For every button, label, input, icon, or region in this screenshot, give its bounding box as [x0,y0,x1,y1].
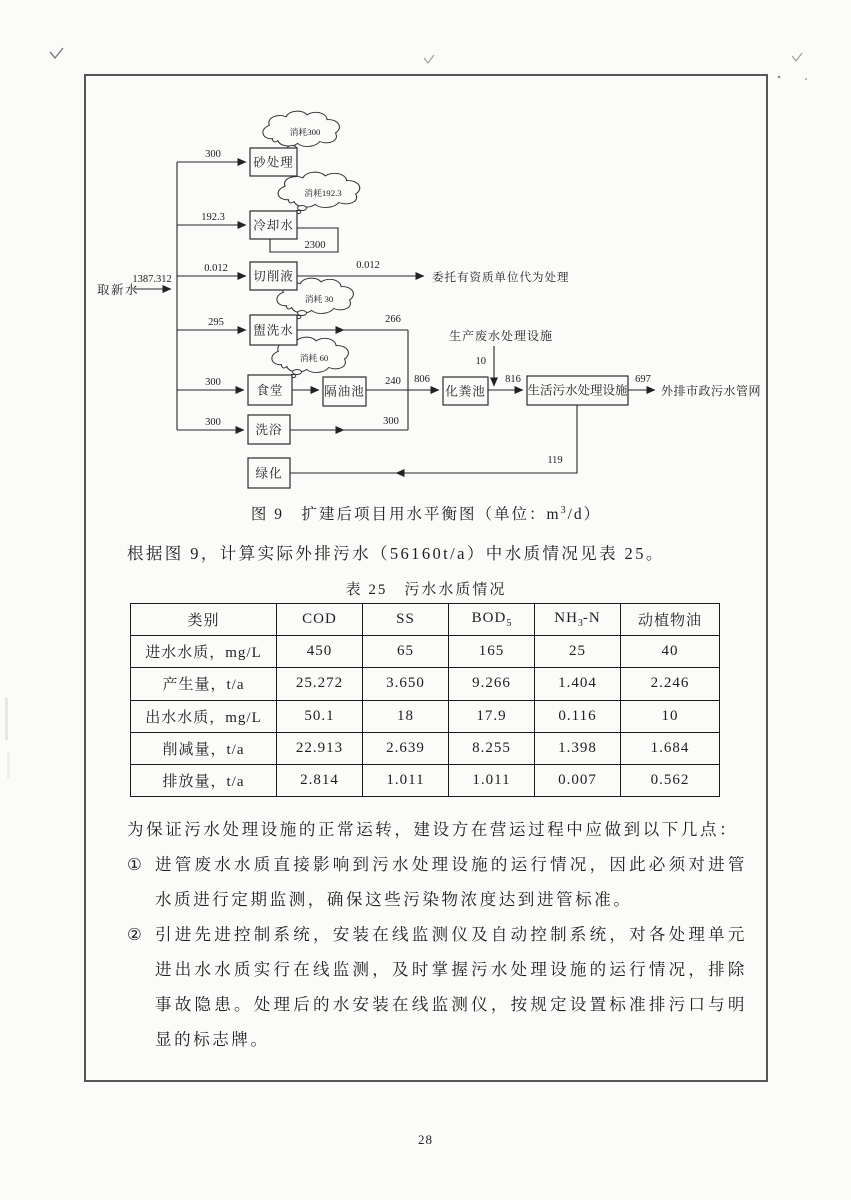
cell: 2.814 [277,764,363,796]
cell: 25.272 [277,668,363,700]
figure-caption-superscript: 3 [560,504,568,516]
flow-value-to-canteen: 300 [205,377,221,388]
cloud-canteen-label: 消耗 60 [299,353,329,363]
header-cell-bod: $BOD_5$ [449,604,535,636]
row-label: 进水水质，mg/L [131,636,277,668]
note-marker-1: ① [127,855,142,874]
node-canteen-label: 食堂 [256,383,284,398]
cell: 450 [277,636,363,668]
cell: 2.639 [363,732,449,764]
water-balance-diagram [0,0,851,505]
table-row [131,668,720,700]
flow-value-grease-out: 240 [385,376,401,387]
cell: 1.398 [535,732,621,764]
flow-value-cutting-out: 0.012 [356,260,380,271]
notes-lead-paragraph: 为保证污水处理设施的正常运转，建设方在营运过程中应做到以下几点： [127,820,739,839]
outfall-label: 外排市政污水管网 [661,384,762,398]
scan-artifact [7,752,10,778]
cell: 40 [621,636,720,668]
figure-caption [84,502,768,524]
cell: 1.404 [535,668,621,700]
header-cell-ss: SS [363,604,449,636]
cell: 0.007 [535,764,621,796]
node-plant-label: 生活污水处理设施 [527,383,628,398]
flow-value-source: 1387.312 [132,274,172,285]
flow-value-to-greening: 119 [547,455,563,466]
header-cell-category: 类别 [131,604,277,636]
table-row [131,732,720,764]
row-label: 排放量，t/a [131,764,277,796]
flow-value-to-bathing: 300 [205,417,221,428]
node-grease-label: 隔油池 [324,384,365,399]
node-cooling-label: 冷却水 [253,218,294,233]
header-cell-nh3n: $NH_3-N$ [535,604,621,636]
cell: 18 [363,700,449,732]
flow-value-cooling-loop: 2300 [304,240,326,251]
node-bathing-label: 洗浴 [255,423,283,437]
flow-value-to-septic: 806 [414,374,430,385]
row-label: 产生量，t/a [131,668,277,700]
flow-value-plant-out: 697 [635,374,651,385]
figure-caption-unit: /d） [567,506,602,523]
row-label: 削减量，t/a [131,732,277,764]
cell: 0.562 [621,764,720,796]
flow-value-labels [132,149,651,466]
cloud-sand-label: 消耗300 [289,127,321,137]
node-septic-label: 化粪池 [445,384,486,399]
cell: 165 [449,636,535,668]
page-number: 28 [418,1132,433,1147]
cloud-cooling-label: 消耗192.3 [304,188,342,198]
node-greening-label: 绿化 [255,466,283,481]
intro-paragraph: 根据图 9，计算实际外排污水（56160t/a）中水质情况见表 25。 [127,544,665,563]
table-row [131,636,720,668]
cell: 0.116 [535,700,621,732]
cell: 2.246 [621,668,720,700]
production-facility-label: 生产废水处理设施 [449,329,554,343]
row-label: 出水水质，mg/L [131,700,277,732]
scan-artifact [5,698,8,740]
cell: 1.684 [621,732,720,764]
header-cell-oil: 动植物油 [621,604,720,636]
flow-value-to-cutting: 0.012 [204,263,228,274]
flow-value-to-cooling: 192.3 [201,212,225,223]
node-cutting-label: 切削液 [253,269,294,284]
cell: 9.266 [449,668,535,700]
cell: 3.650 [363,668,449,700]
flow-value-washing-out: 266 [385,314,401,325]
cell: 65 [363,636,449,668]
cell: 25 [535,636,621,668]
note-item-1 [127,847,747,917]
cloud-washing-label: 消耗 30 [304,294,334,304]
cell: 17.9 [449,700,535,732]
table-row [131,700,720,732]
flow-value-to-sand: 300 [205,149,221,160]
header-cell-cod: COD [277,604,363,636]
note-item-2 [127,917,747,1057]
source-label: 取新水 [97,283,140,297]
flow-value-to-washing: 295 [208,317,224,328]
figure-caption-text: 图 9 扩建后项目用水平衡图（单位：m [250,506,561,523]
note-text-1: 进管废水水质直接影响到污水处理设施的运行情况，因此必须对进管水质进行定期监测，确保这些污染物浓度达到进管标准。 [155,855,747,909]
note-text-2: 引进先进控制系统，安装在线监测仪及自动控制系统，对各处理单元进出水水质实行在线监测，及时掌握污水处理设施的运行情况，排除事故隐患。处理后的水安装在线监测仪，按规定设置标准排污口与明显的标志牌。 [155,925,747,1049]
table-caption: 表 25 污水水质情况 [345,582,507,598]
table-row [131,764,720,796]
node-washing-label: 盥洗水 [253,323,294,338]
cell: 1.011 [449,764,535,796]
cell: 50.1 [277,700,363,732]
cell: 8.255 [449,732,535,764]
cutting-destination-label: 委托有资质单位代为处理 [432,272,570,284]
cell: 10 [621,700,720,732]
table-header-row [131,604,720,636]
flow-value-bathing-out: 300 [383,416,399,427]
flow-value-prod-in: 10 [475,356,486,367]
flow-value-to-plant: 816 [505,374,521,385]
node-sand-label: 砂处理 [253,155,294,170]
water-quality-table [130,603,720,797]
note-marker-2: ② [127,925,142,944]
notes-section [127,812,747,1057]
cell: 22.913 [277,732,363,764]
cell: 1.011 [363,764,449,796]
